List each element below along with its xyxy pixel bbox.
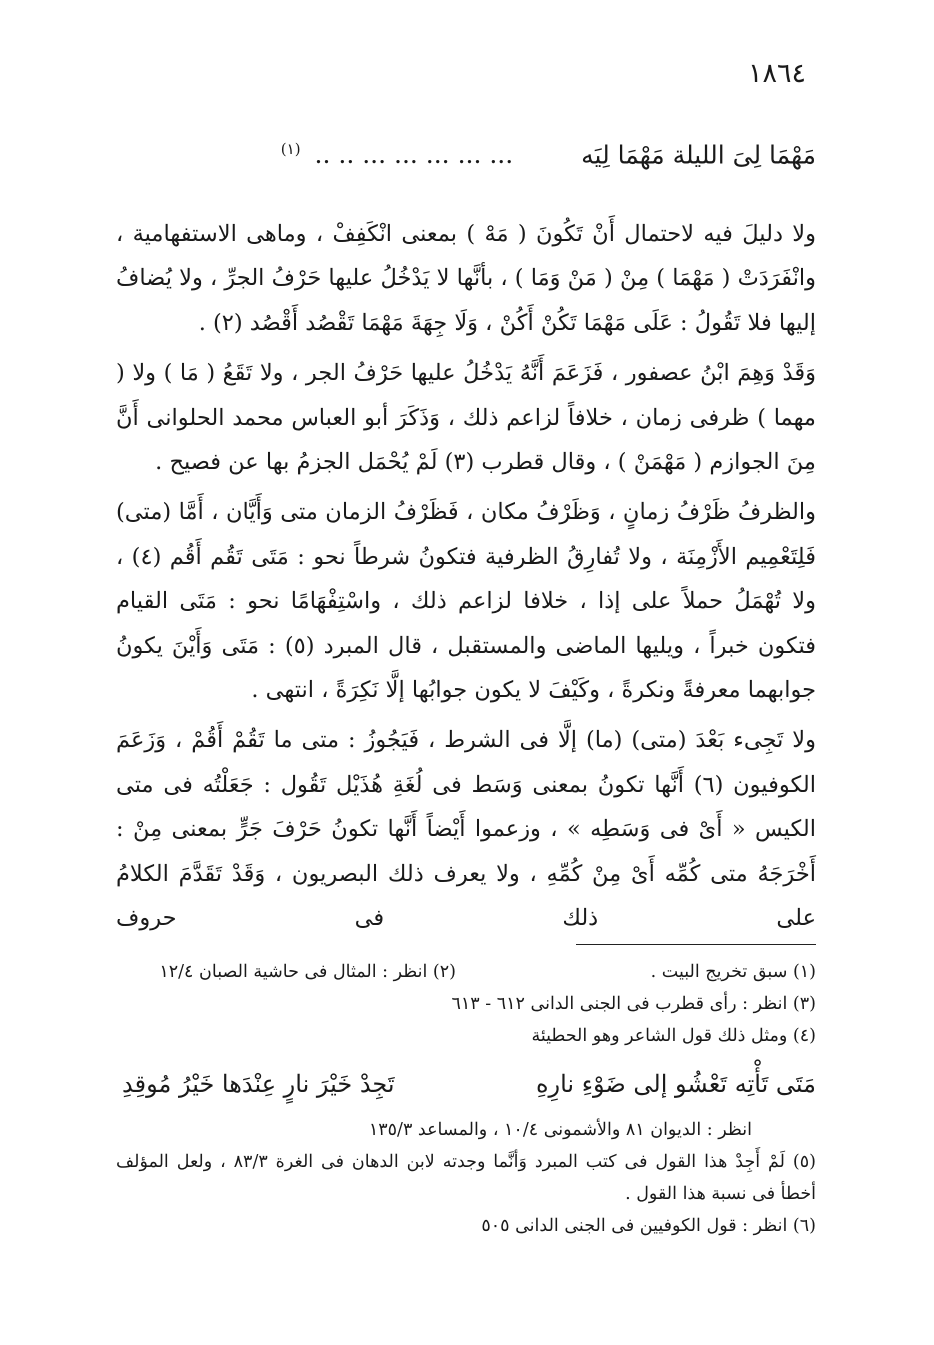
verse-line (116, 140, 816, 169)
footnote-5: (٥) لَمْ أَجِدْ هذا القول فى كتب المبرد وَأنَّما وجدته لابن الدهان فى الغرة ٨٣/٣ ، ولعل المؤلف أخطأ فى نسبة هذا القول . (116, 1152, 816, 1204)
footnote-divider (576, 944, 816, 945)
verse-text: مَهْمَا لِىَ الليلة مَهْمَا لِيَه (581, 140, 816, 170)
verse-footnote-ref: (١) (280, 140, 301, 158)
footnote-4-source: انظر : الديوان ٨١ والأشمونى ١٠/٤ ، والمساعد ١٣٥/٣ (368, 1120, 752, 1140)
poem-second-hemistich: تَجِدْ خَيْرَ نارٍ عِنْدَها خَيْرُ مُوقِدِ (122, 1070, 395, 1098)
footnote-row (116, 956, 816, 988)
paragraph: وَقَدْ وَهِمَ ابْنُ عصفور ، فَزَعَمَ أَنَّهُ يَدْخُلُ عليها حَرْفُ الجر ، ولا تَقَعُ ( مَا ) ولا ( مهما ) ظرفى زمان ، خلافاً لزاعم ذلك ، وَذَكَرَ أبو العباس محمد الحلوانى أَنَّ مِنَ الجوازم ( مَهْمَنْ ) ، وقال قطرب (٣) لَمْ يُحْمَل الجزمُ بها عن فصيح . (116, 360, 816, 476)
paragraph: ولا تَجِىء بَعْدَ (متى) (ما) إلَّا فى الشرط ، فَيَجُوزُ : متى ما تَقُمْ أَقُمْ ، وَزَعَمَ الكوفيون (٦) أَنَّها تكونُ بمعنى وَسَط فى لُغَةِ هُذَيْل تَقُول : جَعَلْتُه فى متى الكيس « أَىْ فى وَسَطِه » ، وزعموا أَيْضاً أَنَّها تكونُ حَرْفَ جَرٍّ بمعنى مِنْ : أَخْرَجَهُ متى كُمِّه أَىْ مِنْ كُمِّهِ ، ولا يعرف ذلك البصريون ، وَقَدْ تَقَدَّمَ الكلامُ على ذلك فى حروف (116, 727, 817, 932)
footnote-2: (٢) انظر : المثال فى حاشية الصبان ١٢/٤ (159, 962, 456, 982)
paragraph: ولا دليلَ فيه لاحتمال أَنْ تَكُونَ ( مَهْ ) بمعنى انْكَفِفْ ، وماهى الاستفهامية ، وانْفَرَدَتْ ( مَهْمَا ) مِنْ ( مَنْ وَمَا ) ، بأنَّها لا يَدْخُلُ عليها حَرْفُ الجرِّ ، ولا يُضافُ إليها فلا تَقُولُ : عَلَى مَهْمَا تَكُنْ أَكُنْ ، وَلَا جِهَةَ مَهْمَا تَقْصُد أَقْصُد (٢) . (116, 221, 816, 336)
footnote-poem (116, 1068, 816, 1100)
footnote-4: (٤) ومثل ذلك قول الشاعر وهو الحطيئة (531, 1026, 816, 1046)
verse-dots: ... ... ... ... ... .. .. (314, 140, 514, 170)
main-text (116, 212, 816, 941)
paragraph: والظرفُ ظَرْفُ زمانٍ ، وَظَرْفُ مكان ، فَظَرْفُ الزمان متى وَأَيَّان ، أَمَّا (متى) فَلِتَعْمِيم الأَزْمِنَة ، ولا تُفارِقُ الظرفية فتكونُ شرطاً نحو : مَتَى تَقُم أَقُم (٤) ، ولا تُهْمَلُ حملاً على إذا ، خلافا لزاعم ذلك ، واسْتِفْهَامًا نحو : مَتَى القيام فتكون خبراً ، ويليها الماضى والمستقبل ، قال المبرد (٥) : مَتَى وَأَيْنَ يكونُ جوابهما معرفةً ونكرةً ، وكَيْفَ لا يكون جوابُها إلَّا نَكِرَةً ، انتهى . (116, 499, 816, 704)
poem-first-hemistich: مَتَى تَأْتِه تَعْشُو إلى ضَوْءِ نارِهِ (535, 1070, 816, 1098)
footnote-3: (٣) انظر : رأى قطرب فى الجنى الدانى ٦١٢ - ٦١٣ (451, 994, 816, 1014)
footnotes (116, 956, 816, 1242)
footnote-1: (١) سبق تخريج البيت . (650, 962, 816, 982)
footnote-6: (٦) انظر : قول الكوفيين فى الجنى الدانى ٥٠٥ (481, 1216, 816, 1236)
page-number: ١٨٦٤ (747, 58, 806, 89)
